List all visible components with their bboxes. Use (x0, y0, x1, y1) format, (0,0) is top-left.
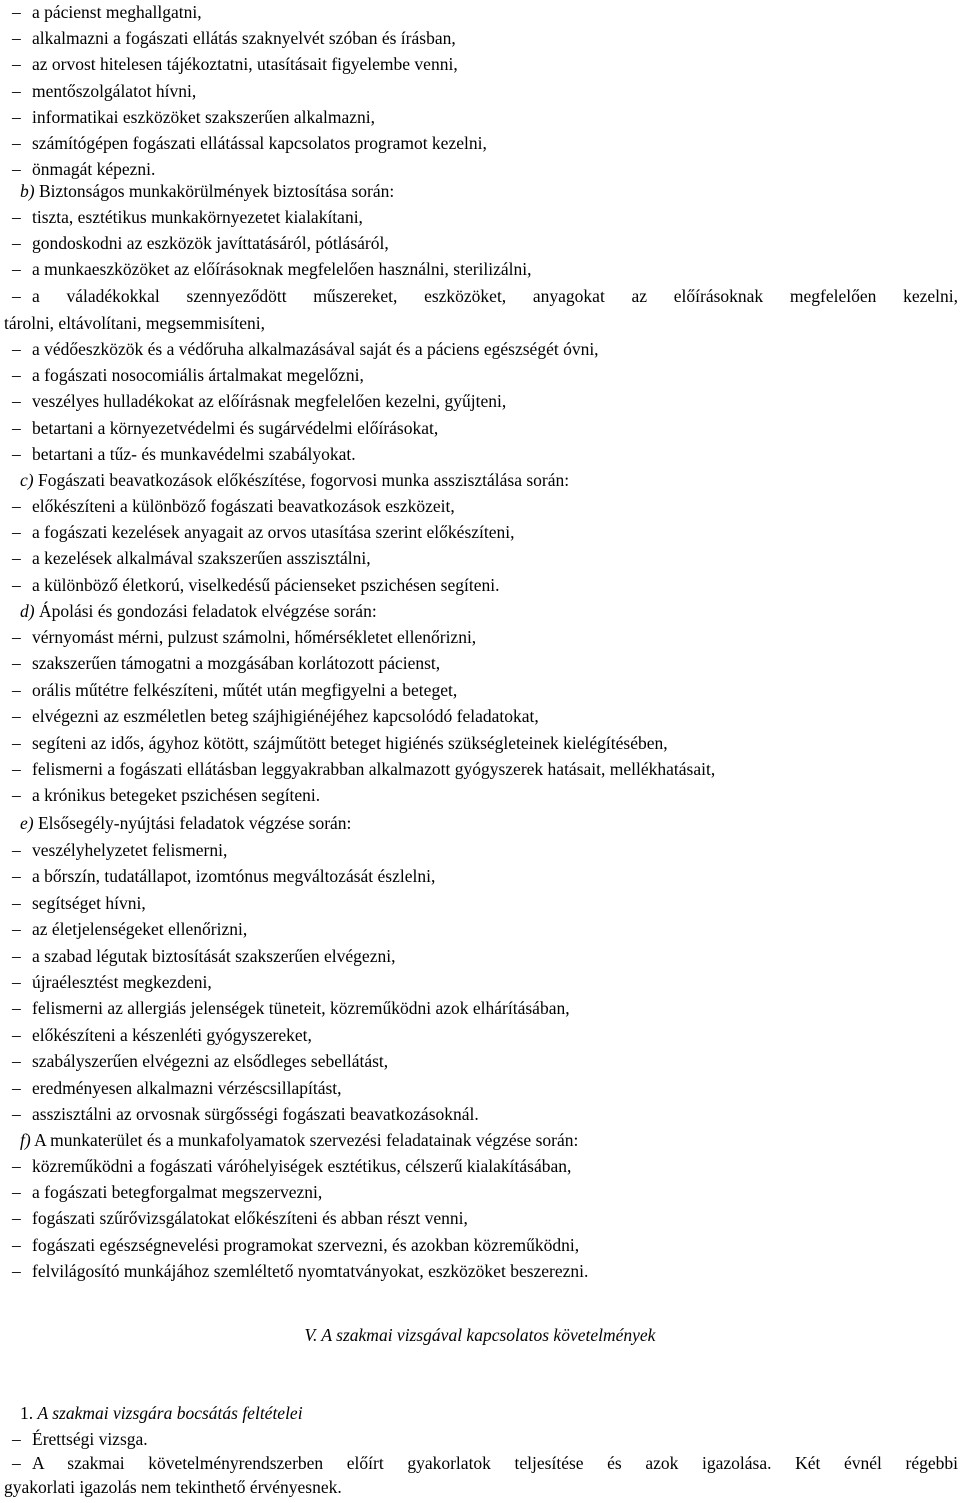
list-item (12, 1235, 958, 1255)
dash-bullet: – (12, 1182, 21, 1203)
dash-bullet: – (12, 106, 21, 127)
list-item-text: a fogászati betegforgalmat megszervezni, (32, 1182, 323, 1203)
dash-bullet: – (12, 679, 21, 700)
dash-bullet: – (12, 443, 21, 464)
list-item (12, 133, 958, 153)
dash-bullet: – (12, 496, 21, 516)
dash-bullet: – (12, 732, 21, 753)
list-item (12, 733, 958, 753)
subsection-1-wrapped-line: gyakorlati igazolás nem tekinthető érvényesnek. (4, 1477, 342, 1497)
list-item-text: elvégezni az eszméletlen beteg szájhigiénéjéhez kapcsolódó feladatokat, (32, 706, 539, 727)
list-item (12, 840, 958, 860)
list-item (12, 1453, 958, 1473)
dash-bullet: – (12, 945, 21, 966)
dash-bullet: – (12, 1077, 21, 1098)
list-item-text: a kezelések alkalmával szakszerűen asszisztálni, (32, 548, 371, 569)
list-item-text: az orvost hitelesen tájékoztatni, utasításait figyelembe venni, (32, 54, 458, 75)
list-item-text: felismerni a fogászati ellátásban leggyakrabban alkalmazott gyógyszerek hatásait, mellékhatásait, (32, 759, 716, 779)
list-item (12, 444, 958, 464)
list-item (12, 286, 958, 306)
list-item-text: orális műtétre felkészíteni, műtét után megfigyelni a beteget, (32, 679, 458, 700)
section-b-letter: b) (20, 181, 35, 201)
list-item-text: előkészíteni a készenléti gyógyszereket, (32, 1024, 312, 1045)
list-item-text: szabályszerűen elvégezni az elsődleges sebellátást, (32, 1051, 389, 1072)
list-item (12, 107, 958, 127)
list-item-text: a bőrszín, tudatállapot, izomtónus megváltozását észlelni, (32, 866, 436, 887)
list-item-text: a fogászati kezelések anyagait az orvos utasítása szerint előkészíteni, (32, 522, 515, 543)
section-c-letter: c) (20, 470, 34, 490)
dash-bullet: – (12, 759, 21, 779)
dash-bullet: – (12, 80, 21, 101)
list-item (12, 575, 958, 595)
dash-bullet: – (12, 1024, 21, 1045)
list-item-text: alkalmazni a fogászati ellátás szaknyelvét szóban és írásban, (32, 28, 456, 49)
list-item-text: a pácienst meghallgatni, (32, 2, 202, 22)
dash-bullet: – (12, 207, 21, 227)
list-item-text: újraélesztést megkezdeni, (32, 972, 212, 992)
list-item (12, 391, 958, 411)
dash-bullet: – (12, 522, 21, 543)
dash-bullet: – (12, 574, 21, 595)
list-item-text: segíteni az idős, ágyhoz kötött, szájműtött beteget higiénés szükségleteinek kielégítésében, (32, 732, 668, 753)
dash-bullet: – (12, 133, 21, 153)
list-item (12, 28, 958, 48)
dash-bullet: – (12, 998, 21, 1019)
list-item (12, 946, 958, 966)
section-e-letter: e) (20, 813, 34, 833)
dash-bullet: – (12, 1051, 21, 1072)
dash-bullet: – (12, 233, 21, 254)
subsection-1-heading (20, 1403, 958, 1423)
list-item (12, 866, 958, 886)
section-b-heading (20, 181, 958, 201)
list-item (12, 418, 958, 438)
dash-bullet: – (12, 840, 21, 860)
dash-bullet: – (12, 1208, 21, 1229)
list-item-text: segítséget hívni, (32, 892, 146, 913)
dash-bullet: – (12, 417, 21, 438)
dash-bullet: – (12, 339, 21, 359)
list-item-text: előkészíteni a különböző fogászati beavatkozások eszközeit, (32, 496, 455, 516)
dash-bullet: – (12, 259, 21, 280)
list-item-text: felismerni az allergiás jelenségek tüneteit, közreműködni azok elhárításában, (32, 998, 570, 1019)
list-item-text: a szabad légutak biztosítását szakszerűen elvégezni, (32, 945, 396, 966)
list-item (12, 365, 958, 385)
dash-bullet: – (12, 972, 21, 992)
list-item-text: veszélyes hulladékokat az előírásnak megfelelően kezelni, gyűjteni, (32, 391, 507, 412)
list-item-text: betartani a tűz- és munkavédelmi szabályokat. (32, 443, 356, 464)
list-item (12, 972, 958, 992)
list-item (12, 548, 958, 568)
list-item (12, 1261, 958, 1281)
list-item (12, 759, 958, 779)
dash-bullet: – (12, 391, 21, 412)
list-item-text: fogászati egészségnevelési programokat szervezni, és azokban közreműködni, (32, 1234, 580, 1255)
list-item-text: informatikai eszközöket szakszerűen alkalmazni, (32, 106, 376, 127)
list-item (12, 1156, 958, 1176)
dash-bullet: – (12, 54, 21, 75)
list-item (12, 785, 958, 805)
list-item-text: felvilágosító munkájához szemléltető nyomtatványokat, eszközöket beszerezni. (32, 1260, 589, 1281)
list-item-text: mentőszolgálatot hívni, (32, 80, 197, 101)
chapter-title: V. A szakmai vizsgával kapcsolatos követelmények (304, 1325, 656, 1345)
list-item-text: a különböző életkorú, viselkedésű pácienseket pszichésen segíteni. (32, 574, 500, 595)
list-item (12, 159, 958, 179)
dash-bullet: – (12, 548, 21, 569)
list-item-text: gondoskodni az eszközök javíttatásáról, pótlásáról, (32, 233, 389, 254)
list-item (12, 1078, 958, 1098)
dash-bullet: – (12, 892, 21, 913)
dash-bullet: – (12, 653, 21, 674)
subsection-1-number: 1. (20, 1403, 34, 1423)
list-item (12, 653, 958, 673)
dash-bullet: – (12, 28, 21, 49)
dash-bullet: – (12, 365, 21, 386)
section-e-heading (20, 813, 958, 833)
section-b-wrapped-line: tárolni, eltávolítani, megsemmisíteni, (4, 313, 265, 333)
list-item-text: szakszerűen támogatni a mozgásában korlátozott pácienst, (32, 653, 441, 674)
list-item (12, 1025, 958, 1045)
list-item-text: a fogászati nosocomiális ártalmakat megelőzni, (32, 365, 364, 386)
list-item-text: a védőeszközök és a védőruha alkalmazásával saját és a páciens egészségét óvni, (32, 339, 599, 359)
list-item-text: asszisztálni az orvosnak sürgősségi fogászati beavatkozásoknál. (32, 1104, 479, 1124)
list-item (12, 1208, 958, 1228)
list-item-text: vérnyomást mérni, pulzust számolni, hőmérsékletet ellenőrizni, (32, 627, 477, 647)
list-item (12, 706, 958, 726)
list-item-text: az életjelenségeket ellenőrizni, (32, 919, 248, 940)
section-b-heading-text: Biztonságos munkakörülmények biztosítása során: (38, 181, 395, 201)
list-item-text: A szakmai követelményrendszerben előírt gyakorlatok teljesítése és azok igazolása. Két évnél régebbi (32, 1453, 958, 1473)
section-d-heading (20, 601, 958, 621)
dash-bullet: – (12, 919, 21, 940)
list-item-text: közreműködni a fogászati váróhelyiségek esztétikus, célszerű kialakításában, (32, 1156, 572, 1176)
list-item (12, 233, 958, 253)
list-item (12, 627, 958, 647)
list-item (12, 259, 958, 279)
list-item (12, 893, 958, 913)
dash-bullet: – (12, 159, 21, 180)
section-d-letter: d) (20, 601, 35, 621)
section-f-heading (20, 1130, 958, 1150)
list-item (12, 680, 958, 700)
list-item (12, 54, 958, 74)
section-f-letter: f) (20, 1130, 31, 1150)
section-e-heading-text: Elsősegély-nyújtási feladatok végzése során: (37, 813, 352, 833)
list-item (12, 339, 958, 359)
list-item-text: betartani a környezetvédelmi és sugárvédelmi előírásokat, (32, 417, 439, 438)
dash-bullet: – (12, 1453, 21, 1473)
dash-bullet: – (12, 2, 21, 22)
list-item (12, 1104, 958, 1124)
subsection-1-title: A szakmai vizsgára bocsátás feltételei (37, 1403, 303, 1423)
list-item-text: önmagát képezni. (32, 159, 156, 180)
list-item-text: a munkaeszközöket az előírásoknak megfelelően használni, sterilizálni, (32, 259, 532, 280)
dash-bullet: – (12, 785, 21, 806)
section-c-heading (20, 470, 958, 490)
list-item (12, 2, 958, 22)
list-item-text: a váladékokkal szennyeződött műszereket, eszközöket, anyagokat az előírásoknak megfelelően kezelni, (32, 285, 958, 306)
section-d-heading-text: Ápolási és gondozási feladatok elvégzése során: (38, 601, 377, 621)
list-item (12, 919, 958, 939)
section-c-heading-text: Fogászati beavatkozások előkészítése, fogorvosi munka asszisztálása során: (37, 470, 570, 490)
list-item (12, 1051, 958, 1071)
section-f-heading-text: A munkaterület és a munkafolyamatok szervezési feladatainak végzése során: (34, 1130, 579, 1150)
dash-bullet: – (12, 866, 21, 887)
list-item (12, 81, 958, 101)
list-item (12, 998, 958, 1018)
list-item (12, 1429, 958, 1449)
dash-bullet: – (12, 1234, 21, 1255)
dash-bullet: – (12, 627, 21, 647)
list-item-text: eredményesen alkalmazni vérzéscsillapítást, (32, 1077, 342, 1098)
list-item-text: számítógépen fogászati ellátással kapcsolatos programot kezelni, (32, 133, 487, 153)
dash-bullet: – (12, 285, 21, 306)
list-item-text: Érettségi vizsga. (32, 1429, 148, 1449)
list-item-text: veszélyhelyzetet felismerni, (32, 840, 228, 860)
dash-bullet: – (12, 706, 21, 727)
dash-bullet: – (12, 1429, 21, 1449)
list-item-text: fogászati szűrővizsgálatokat előkészíteni és abban részt venni, (32, 1208, 468, 1229)
list-item (12, 207, 958, 227)
dash-bullet: – (12, 1156, 21, 1176)
list-item (12, 496, 958, 516)
list-item-text: tiszta, esztétikus munkakörnyezetet kialakítani, (32, 207, 363, 227)
list-item (12, 522, 958, 542)
list-item (12, 1182, 958, 1202)
list-item-text: a krónikus betegeket pszichésen segíteni. (32, 785, 321, 806)
dash-bullet: – (12, 1104, 21, 1124)
dash-bullet: – (12, 1260, 21, 1281)
